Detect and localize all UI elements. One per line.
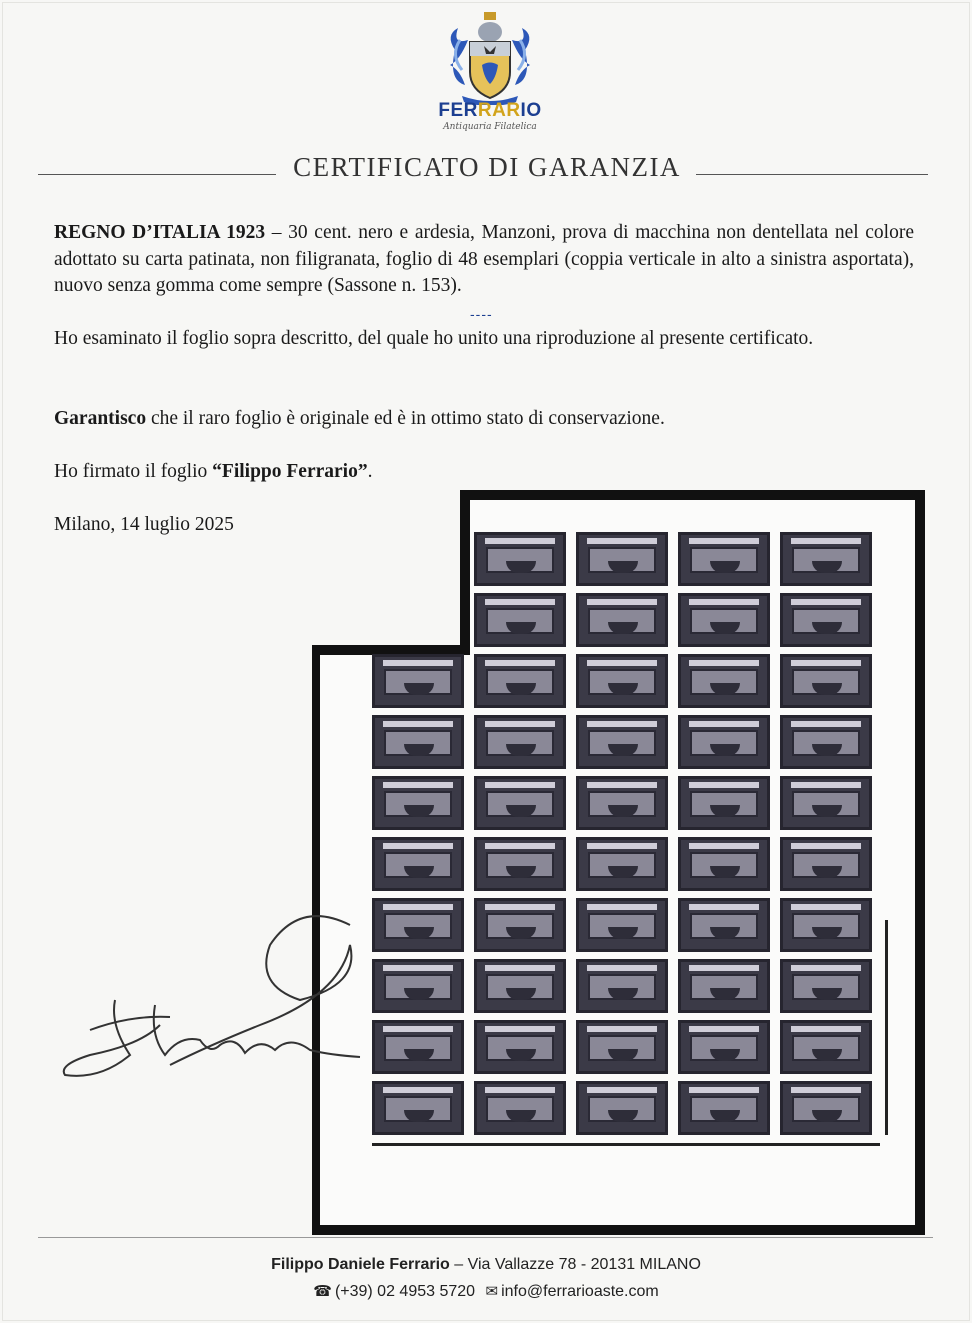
stamp [372,1081,464,1135]
stamp [474,1081,566,1135]
stamp [576,898,668,952]
stamp [372,776,464,830]
signed-prefix: Ho firmato il foglio [54,461,213,482]
stamp [372,837,464,891]
stamp [678,776,770,830]
stamp [678,959,770,1013]
stamp [678,898,770,952]
stamp [372,898,464,952]
phone-icon: ☎ [313,1283,332,1300]
stamp [474,532,566,586]
footer-contact [0,1282,972,1301]
separator: ---- [470,306,493,322]
footer-street: – Via Vallazze 78 - 20131 MILANO [449,1256,701,1273]
stamp [474,715,566,769]
footer-divider [38,1237,933,1238]
place-and-date: Milano, 14 luglio 2025 [54,514,234,535]
title-rule-right [696,174,928,175]
stamp [780,715,872,769]
stamp [780,1020,872,1074]
stamp [576,1020,668,1074]
footer-email: info@ferrarioaste.com [501,1283,659,1300]
sheet-margin-rule [372,1143,880,1146]
stamp [678,837,770,891]
stamp [576,837,668,891]
item-details: – 30 cent. nero e ardesia, Manzoni, prova di macchina non dentellata nel colore adottato su carta patinata, non filigranata, foglio di 48 esemplari (coppia verticale in alto a sinistra asportata), nuovo senza gomma come sempre (Sassone n. 153). [54,222,914,296]
certificate-title: CERTIFICATO DI GARANZIA [293,152,681,182]
stamp [576,1081,668,1135]
stamp [474,898,566,952]
stamp [678,1081,770,1135]
stamp [576,715,668,769]
stamp [576,593,668,647]
stamp [780,1081,872,1135]
title-rule-left [38,174,276,175]
examination-statement: Ho esaminato il foglio sopra descritto, del quale ho unito una riproduzione al presente certificato. [54,328,814,349]
stamp [372,715,464,769]
stamp [780,837,872,891]
mail-icon: ✉ [485,1283,499,1300]
stamp [474,837,566,891]
certificate-header [38,152,928,186]
signed-name: “Filippo Ferrario” [212,461,368,482]
stamp [576,959,668,1013]
stamp [678,654,770,708]
stamp [576,654,668,708]
stamp [678,532,770,586]
signed-suffix: . [367,461,373,482]
stamp [372,959,464,1013]
guarantee-lead: Garantisco [54,408,147,429]
stamp [576,776,668,830]
guarantee-statement [54,406,914,433]
stamp [780,654,872,708]
stamp [780,532,872,586]
stamp [474,593,566,647]
stamp [474,654,566,708]
guarantee-text: che il raro foglio è originale ed è in ottimo stato di conservazione. [146,408,665,429]
stamp [780,898,872,952]
stamp [780,959,872,1013]
brand-tagline: Antiquaria Filatelica [443,122,537,132]
stamp [678,715,770,769]
stamp [474,1020,566,1074]
signed-statement [54,459,914,486]
stamp [372,1020,464,1074]
stamp [678,593,770,647]
item-title: REGNO D’ITALIA 1923 [54,222,266,243]
stamp [678,1020,770,1074]
stamp [372,654,464,708]
stamp [780,593,872,647]
footer-name: Filippo Daniele Ferrario [271,1256,450,1273]
stamp [474,959,566,1013]
stamp [780,776,872,830]
brand-name: FERRARIO [438,100,542,121]
footer-address [0,1256,972,1274]
sheet-side-rule [885,920,888,1135]
stamp [576,532,668,586]
handwritten-signature [60,905,380,1100]
footer-phone: (+39) 02 4953 5720 [334,1283,476,1300]
item-description [54,220,914,300]
stamp [474,776,566,830]
